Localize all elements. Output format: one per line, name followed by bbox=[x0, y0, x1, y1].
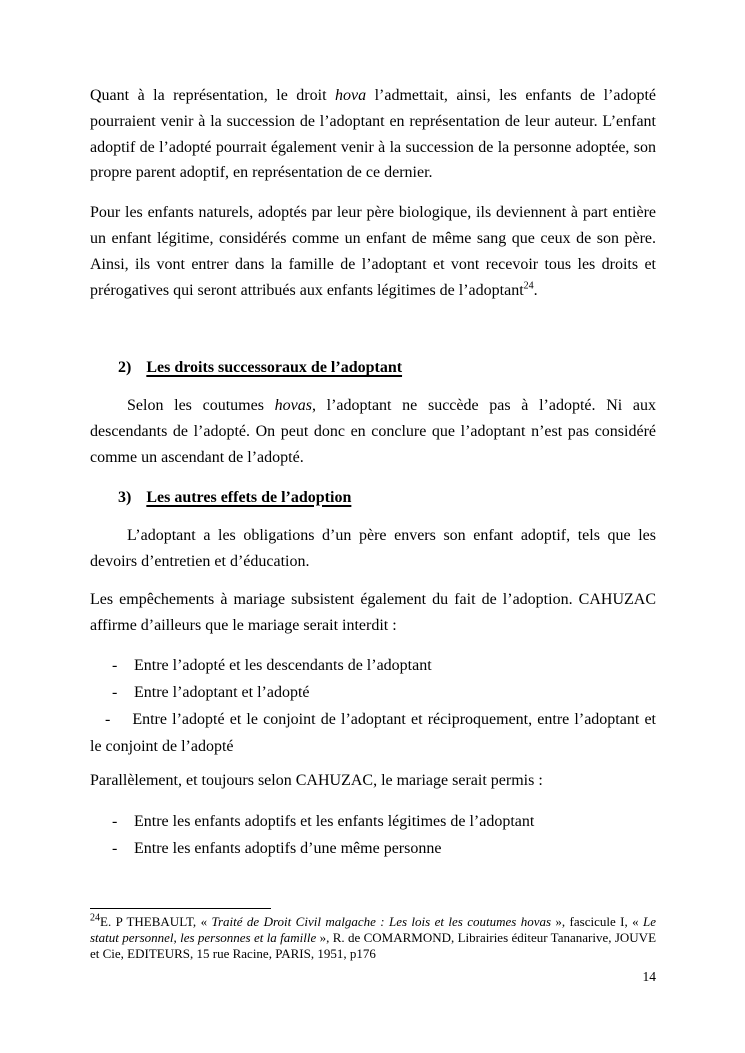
list-item-text: Entre les enfants adoptifs d’une même personne bbox=[134, 839, 442, 857]
paragraph-obligations: L’adoptant a les obligations d’un père envers son enfant adoptif, tels que les devoirs d’entretien et d’éducation. bbox=[90, 526, 656, 570]
dash-bullet: - bbox=[112, 839, 118, 857]
list-item-text: Entre l’adopté et les descendants de l’adoptant bbox=[134, 656, 432, 674]
dash-bullet: - bbox=[112, 683, 118, 701]
list-item bbox=[90, 835, 656, 862]
paragraph-selon-coutumes: Selon les coutumes hovas, l’adoptant ne succède pas à l’adopté. Ni aux descendants de l’adopté. On peut donc en conclure que l’adoptant n’est pas considéré comme un ascendant de l’adopté. bbox=[90, 397, 656, 466]
footnote-separator bbox=[90, 908, 271, 909]
footnote-text: $^{24}$E. P THEBAULT, « Traité de Droit Civil malgache : Les lois et les coutumes hovas », fascicule I, « Le statut personnel, les personnes et la famille », R. de COMARMOND, Librairies éditeur Tananarive, JOUVE et Cie, EDITEURS, 15 rue Racine, PARIS, 1951, p176 bbox=[90, 912, 657, 962]
list-item-text: Entre l’adopté et le conjoint de l’adoptant et réciproquement, entre l’adoptant et le conjoint de l’adopté bbox=[90, 710, 656, 755]
footnote bbox=[90, 908, 656, 963]
list-item-text: Entre les enfants adoptifs et les enfants légitimes de l’adoptant bbox=[134, 812, 535, 830]
list-mariage-permis bbox=[90, 808, 656, 862]
heading-autres-effets bbox=[118, 485, 656, 511]
heading-title: Les droits successoraux de l’adoptant bbox=[146, 359, 403, 377]
dash-bullet: - bbox=[112, 812, 118, 830]
paragraph-enfants-naturels: Pour les enfants naturels, adoptés par leur père biologique, ils deviennent à part entière un enfant légitime, considérés comme un enfant de même sang que ceux de son père. Ainsi, ils vont entrer dans la famille de l’adoptant et vont recevoir tous les droits et prérogatives qui seront attribués aux enfants légitimes de l’adoptant$^{24}$. bbox=[90, 204, 656, 299]
heading-number: 3) bbox=[118, 488, 132, 506]
list-mariage-interdit bbox=[90, 652, 656, 760]
paragraph-empechements: Les empêchements à mariage subsistent également du fait de l’adoption. CAHUZAC affirme d’ailleurs que le mariage serait interdit : bbox=[90, 591, 656, 635]
dash-bullet: - bbox=[105, 710, 111, 728]
list-item bbox=[90, 679, 656, 706]
list-item bbox=[90, 652, 656, 679]
paragraph-parallelement: Parallèlement, et toujours selon CAHUZAC, le mariage serait permis : bbox=[90, 771, 543, 789]
dash-bullet: - bbox=[112, 656, 118, 674]
heading-title: Les autres effets de l’adoption bbox=[146, 488, 352, 506]
heading-droits-successoraux bbox=[118, 355, 656, 381]
list-item bbox=[90, 706, 656, 760]
paragraph-representation: Quant à la représentation, le droit hova l’admettait, ainsi, les enfants de l’adopté pourraient venir à la succession de l’adoptant en représentation de leur auteur. L’enfant adoptif de l’adopté pourrait également venir à la succession de la personne adoptée, son propre parent adoptif, en représentation de ce dernier. bbox=[90, 87, 656, 182]
heading-number: 2) bbox=[118, 359, 132, 377]
list-item-text: Entre l’adoptant et l’adopté bbox=[134, 683, 310, 701]
page-number: 14 bbox=[642, 969, 656, 984]
list-item bbox=[90, 808, 656, 835]
